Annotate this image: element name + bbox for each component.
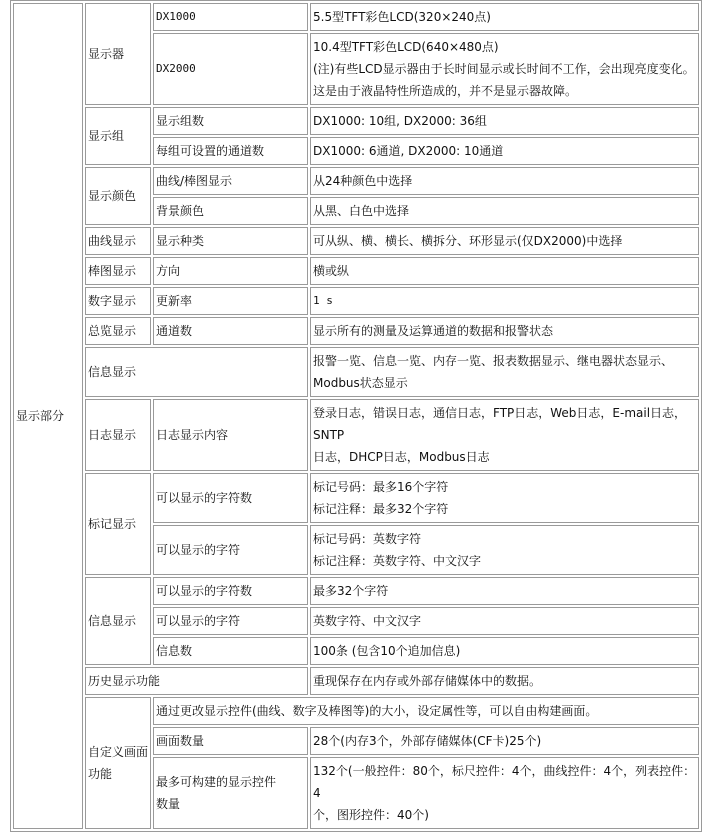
- item-value: 100条 (包含10个追加信息): [310, 637, 699, 665]
- label-line: 最多可构建的显示控件: [156, 775, 277, 789]
- item-label: 可以显示的字符数: [153, 577, 308, 605]
- item-value: 显示所有的测量及运算通道的数据和报警状态: [310, 317, 699, 345]
- table-row: [13, 167, 699, 195]
- table-row: [13, 107, 699, 135]
- label-line: 数量: [156, 797, 181, 811]
- note-line: 这是由于液晶特性所造成的，并不是显示器故障。: [313, 84, 578, 98]
- table-row: [13, 697, 699, 725]
- item-label: 背景颜色: [153, 197, 308, 225]
- group-label-history: 历史显示功能: [85, 667, 308, 695]
- group-label-log: 日志显示: [85, 399, 151, 471]
- item-value: 英数字符、中文汉字: [310, 607, 699, 635]
- value-line: Modbus状态显示: [313, 376, 408, 390]
- item-value: [310, 399, 699, 471]
- item-label: 更新率: [153, 287, 308, 315]
- value-line: 10.4型TFT彩色LCD(640×480点): [313, 40, 499, 54]
- item-value: 可从纵、横、横长、横拆分、环形显示(仅DX2000)中选择: [310, 227, 699, 255]
- item-label: 每组可设置的通道数: [153, 137, 308, 165]
- value-line: 标记号码：英数字符: [313, 532, 422, 546]
- group-label-line: 自定义画面: [88, 745, 149, 759]
- item-value: 通过更改显示控件(曲线、数字及棒图等)的大小，设定属性等，可以自由构建画面。: [153, 697, 699, 725]
- spec-table: [10, 0, 702, 832]
- value-line: 标记注释：英数字符、中文汉字: [313, 554, 482, 568]
- item-value: 从24种颜色中选择: [310, 167, 699, 195]
- table-row: [13, 347, 699, 397]
- group-label-message: 信息显示: [85, 577, 151, 665]
- group-label-mark: 标记显示: [85, 473, 151, 575]
- item-value: 1 s: [310, 287, 699, 315]
- item-label: 显示种类: [153, 227, 308, 255]
- model-label-dx2000: DX2000: [153, 33, 308, 105]
- item-label: 显示组数: [153, 107, 308, 135]
- item-label: 可以显示的字符: [153, 607, 308, 635]
- table-row: [13, 227, 699, 255]
- table-row: [13, 317, 699, 345]
- value-line: 日志，DHCP日志，Modbus日志: [313, 450, 490, 464]
- group-label-display-color: 显示颜色: [85, 167, 151, 225]
- item-value: 从黑、白色中选择: [310, 197, 699, 225]
- table-row: [13, 667, 699, 695]
- model-label-dx1000: DX1000: [153, 3, 308, 31]
- item-value: DX1000: 6通道, DX2000: 10通道: [310, 137, 699, 165]
- item-value: 最多32个字符: [310, 577, 699, 605]
- section-label: 显示部分: [13, 3, 83, 829]
- group-label-trend: 曲线显示: [85, 227, 151, 255]
- item-value: DX1000: 10组, DX2000: 36组: [310, 107, 699, 135]
- group-label-info: 信息显示: [85, 347, 308, 397]
- value-dx1000-display: 5.5型TFT彩色LCD(320×240点): [310, 3, 699, 31]
- value-line: 个，图形控件：40个): [313, 808, 429, 822]
- item-value: 重现保存在内存或外部存储媒体中的数据。: [310, 667, 699, 695]
- item-label: 可以显示的字符数: [153, 473, 308, 523]
- group-label-digital: 数字显示: [85, 287, 151, 315]
- item-value: 横或纵: [310, 257, 699, 285]
- table-row: [13, 287, 699, 315]
- item-label: 曲线/棒图显示: [153, 167, 308, 195]
- value-line: 标记号码：最多16个字符: [313, 480, 449, 494]
- item-label: 通道数: [153, 317, 308, 345]
- group-label-display-group: 显示组: [85, 107, 151, 165]
- item-value: [310, 347, 699, 397]
- value-dx2000-display: [310, 33, 699, 105]
- item-label: 日志显示内容: [153, 399, 308, 471]
- table-row: [13, 3, 699, 31]
- value-line: 标记注释：最多32个字符: [313, 502, 449, 516]
- item-label: [153, 757, 308, 829]
- note-line: (注)有些LCD显示器由于长时间显示或长时间不工作，会出现亮度变化。: [313, 62, 695, 76]
- item-label: 方向: [153, 257, 308, 285]
- item-value: [310, 473, 699, 523]
- item-value: [310, 525, 699, 575]
- table-row: [13, 257, 699, 285]
- value-line: 报警一览、信息一览、内存一览、报表数据显示、继电器状态显示、: [313, 354, 674, 368]
- table-row: [13, 473, 699, 523]
- item-value: [310, 757, 699, 829]
- group-label-overview: 总览显示: [85, 317, 151, 345]
- item-label: 可以显示的字符: [153, 525, 308, 575]
- value-line: 132个(一般控件：80个，标尺控件：4个，曲线控件：4个，列表控件：4: [313, 764, 696, 800]
- value-line: 登录日志，错误日志，通信日志，FTP日志，Web日志，E-mail日志，SNTP: [313, 406, 687, 442]
- item-value: 28个(内存3个，外部存储媒体(CF卡)25个): [310, 727, 699, 755]
- item-label: 信息数: [153, 637, 308, 665]
- item-label: 画面数量: [153, 727, 308, 755]
- group-label-custom: [85, 697, 151, 829]
- table-row: [13, 399, 699, 471]
- group-label-bar: 棒图显示: [85, 257, 151, 285]
- group-label-line: 功能: [88, 767, 113, 781]
- table-row: [13, 577, 699, 605]
- group-label-display: 显示器: [85, 3, 151, 105]
